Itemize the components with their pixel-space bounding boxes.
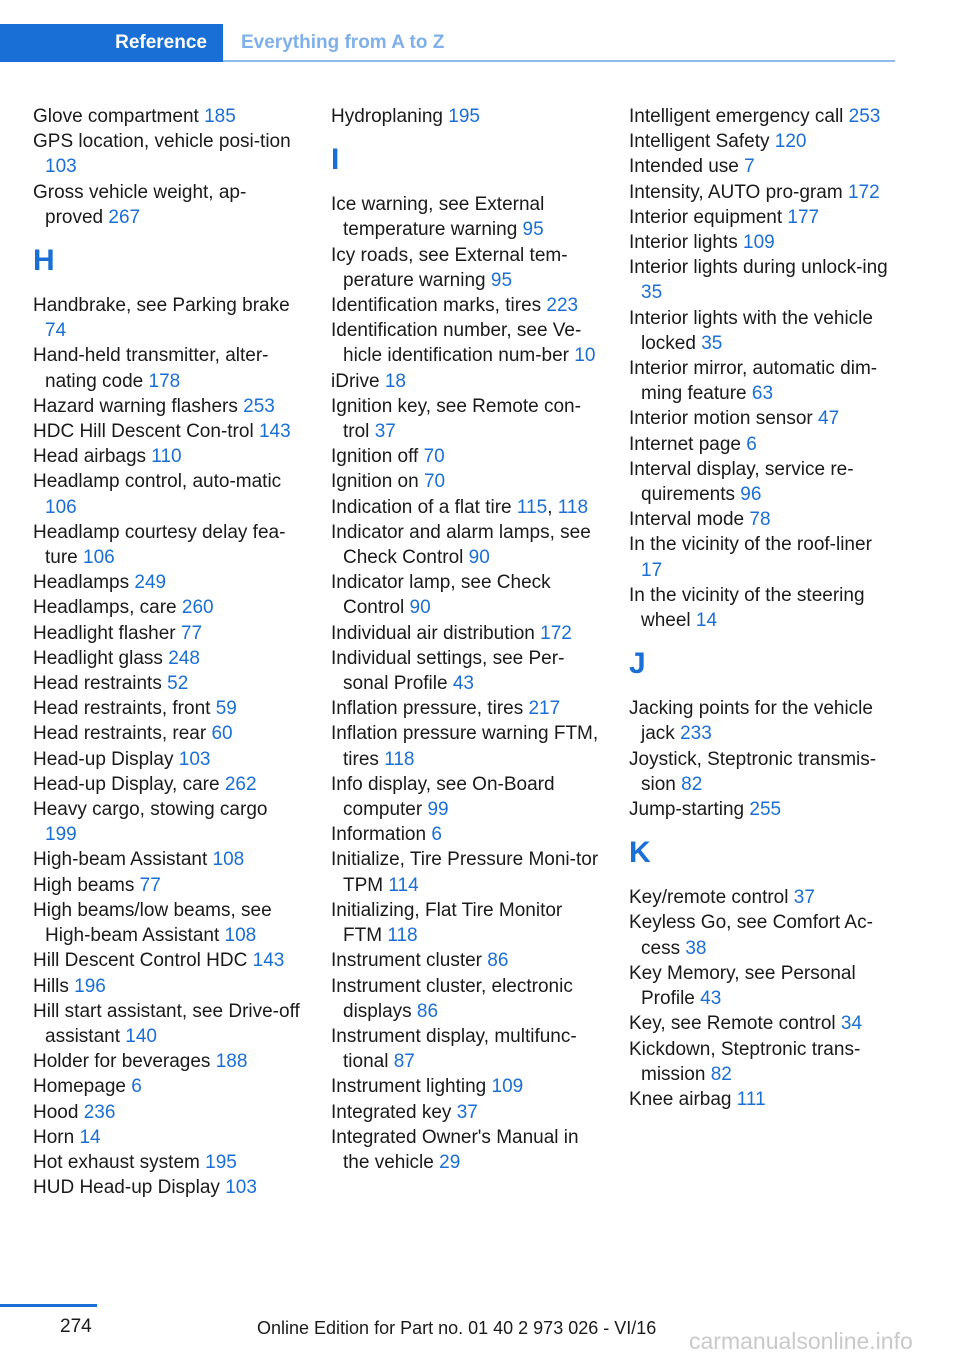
index-entry	[33, 898, 301, 948]
index-entry	[629, 532, 897, 582]
index-entry	[33, 343, 301, 393]
index-entry	[331, 696, 599, 721]
entry-term: Key, see Remote control	[629, 1013, 841, 1035]
page-link[interactable]: 43	[452, 673, 474, 695]
index-entry	[33, 999, 301, 1049]
index-entry	[331, 1024, 599, 1074]
page-link[interactable]: 143	[252, 950, 285, 972]
page-link[interactable]: 106	[45, 496, 77, 518]
entry-term: Hazard warning flashers	[33, 395, 244, 417]
page-link[interactable]: 260	[181, 597, 214, 619]
entry-term: High beams	[33, 874, 140, 896]
entry-term: Info display, see On-Board computer	[331, 773, 555, 821]
entry-term: Instrument cluster, electronic displays	[331, 975, 573, 1022]
entry-term: Intelligent emergency call	[629, 106, 849, 127]
page-link[interactable]: 47	[818, 408, 840, 430]
index-entry	[629, 910, 897, 960]
entry-term: Heavy cargo, stowing cargo	[33, 799, 268, 821]
index-entry	[629, 457, 897, 507]
entry-term: Instrument lighting	[331, 1076, 492, 1098]
page-link[interactable]: 185	[204, 106, 236, 127]
index-entry	[331, 192, 599, 242]
entry-term: High beams/low beams, see High-beam Assistant	[33, 899, 272, 947]
index-entry	[629, 1011, 897, 1036]
index-entry	[33, 772, 301, 797]
page-link[interactable]: 111	[736, 1088, 766, 1110]
entry-term: Homepage	[33, 1076, 132, 1098]
entry-term: Head restraints, rear	[33, 723, 212, 745]
entry-term: Headlamps	[33, 572, 135, 594]
index-entry	[331, 1125, 599, 1175]
page-link[interactable]: 196	[74, 975, 106, 997]
index-entry	[629, 205, 897, 230]
entry-term: Interior lights with the vehicle locked	[629, 307, 873, 354]
index-entry	[33, 1074, 301, 1099]
index-entry	[33, 974, 301, 999]
entry-term: HDC Hill Descent Con-trol	[33, 421, 259, 443]
page-link[interactable]: 199	[45, 824, 77, 846]
entry-term: Headlight glass	[33, 647, 169, 669]
entry-term: Initialize, Tire Pressure Moni-tor TPM	[331, 849, 599, 896]
page-link[interactable]: 236	[83, 1101, 116, 1123]
page-link[interactable]: 63	[751, 383, 774, 405]
page-link[interactable]: 262	[224, 773, 257, 795]
page-link[interactable]: 35	[701, 332, 723, 354]
entry-term: Jacking points for the vehicle jack	[629, 698, 873, 745]
page-number: 274	[60, 1316, 92, 1337]
page-link[interactable]: 253	[848, 106, 881, 127]
index-entry	[331, 104, 599, 129]
entry-term: Indicator lamp, see Check Control	[331, 572, 551, 619]
index-entry	[629, 129, 897, 154]
page-link[interactable]: 248	[168, 647, 200, 669]
index-entry	[629, 230, 897, 255]
page-link[interactable]: 233	[680, 723, 712, 745]
page-link[interactable]: 43	[700, 988, 722, 1010]
index-entry	[33, 595, 301, 620]
entry-term: Hydroplaning	[331, 106, 449, 127]
page-link[interactable]: 74	[45, 320, 67, 342]
index-entry	[331, 847, 599, 897]
entry-term: Interval mode	[629, 509, 750, 531]
entry-term: Intensity, AUTO pro-gram	[629, 181, 848, 203]
page-link[interactable]: 267	[108, 206, 141, 228]
page-link[interactable]: 78	[749, 509, 771, 531]
entry-term: Internet page	[629, 433, 747, 455]
index-entry	[331, 469, 599, 494]
page-link[interactable]: 249	[134, 572, 167, 594]
index-entry	[331, 948, 599, 973]
page-link[interactable]: 77	[180, 622, 203, 644]
index-entry	[33, 419, 301, 444]
entry-term: Head restraints	[33, 673, 168, 695]
entry-term: Initializing, Flat Tire Monitor FTM	[331, 899, 563, 947]
page-link[interactable]: 87	[393, 1051, 415, 1073]
index-entry	[629, 507, 897, 532]
page-link[interactable]: 86	[487, 950, 509, 972]
page-link[interactable]: 37	[793, 887, 815, 909]
page-link[interactable]: 109	[743, 232, 775, 254]
index-entry	[33, 469, 301, 519]
page-link[interactable]: 82	[681, 773, 703, 795]
page-link[interactable]: 59	[215, 698, 237, 720]
entry-term: Keyless Go, see Comfort Ac-cess	[629, 912, 873, 959]
entry-term: Knee airbag	[629, 1088, 737, 1110]
page-link[interactable]: 140	[125, 1025, 157, 1047]
entry-term: Individual settings, see Per-sonal Profile	[331, 647, 565, 695]
index-entry	[33, 129, 301, 179]
entry-term: Head airbags	[33, 446, 152, 468]
page-link[interactable]: 95	[522, 219, 544, 241]
index-entry	[629, 583, 897, 633]
index-entry	[33, 180, 301, 230]
page-link[interactable]: 7	[744, 156, 755, 178]
entry-term: Gross vehicle weight, ap-proved	[33, 181, 247, 228]
entry-term: Intended use	[629, 156, 745, 178]
page-link[interactable]: 96	[740, 484, 762, 506]
page-link[interactable]: 90	[409, 597, 431, 619]
page-link[interactable]: 178	[148, 370, 181, 392]
page-link[interactable]: 14	[695, 610, 718, 632]
page-link[interactable]: 255	[749, 799, 782, 821]
entry-term: Headlamp courtesy delay fea-ture	[33, 521, 286, 569]
index-entry	[33, 721, 301, 746]
index-entry	[33, 621, 301, 646]
entry-term: Head restraints, front	[33, 698, 216, 720]
entry-term: Interior lights	[629, 232, 744, 254]
entry-term: GPS location, vehicle posi-tion	[33, 131, 291, 153]
page-link[interactable]: 99	[427, 799, 449, 821]
index-entry	[331, 318, 599, 368]
index-entry	[33, 873, 301, 898]
entry-term: Icy roads, see External tem-perature warning	[331, 244, 568, 291]
page-link[interactable]: 188	[215, 1051, 248, 1073]
index-entry	[331, 444, 599, 469]
index-column-1	[33, 104, 301, 1200]
index-entry	[331, 1074, 599, 1099]
page-link[interactable]: 172	[540, 622, 572, 644]
entry-term: Head-up Display, care	[33, 773, 225, 795]
index-entry	[33, 671, 301, 696]
index-entry	[629, 306, 897, 356]
index-entry	[33, 696, 301, 721]
page-link[interactable]: 29	[439, 1151, 461, 1173]
index-entry	[629, 885, 897, 910]
page-link[interactable]: 86	[416, 1000, 439, 1022]
page-header	[0, 24, 895, 62]
page-link[interactable]: 52	[167, 673, 189, 695]
index-entry	[629, 356, 897, 406]
page-link[interactable]: 110	[151, 446, 182, 468]
page-link[interactable]: 82	[710, 1063, 732, 1085]
page-link[interactable]: 118	[384, 748, 415, 770]
entry-term: Ignition key, see Remote con-trol	[331, 395, 581, 443]
entry-term: Hill start assistant, see Drive-off assistant	[33, 1000, 300, 1047]
entry-term: Inflation pressure, tires	[331, 698, 529, 720]
index-entry	[331, 772, 599, 822]
page-link[interactable]: 90	[468, 547, 490, 569]
index-entry	[331, 243, 599, 293]
entry-term: Horn	[33, 1126, 80, 1148]
page-link[interactable]: 114	[388, 874, 419, 896]
index-entry	[33, 747, 301, 772]
index-entry	[33, 520, 301, 570]
index-column-3	[629, 104, 897, 1112]
index-letter-heading: J	[629, 647, 646, 681]
index-entry	[331, 293, 599, 318]
entry-term: Interval display, service re-quirements	[629, 458, 854, 506]
index-entry	[331, 394, 599, 444]
page-link[interactable]: 34	[840, 1013, 863, 1035]
index-letter-heading: H	[33, 244, 55, 278]
page-link[interactable]: 6	[746, 433, 757, 455]
index-entry	[629, 961, 897, 1011]
page-link[interactable]: 118	[557, 496, 589, 518]
index-entry	[331, 520, 599, 570]
entry-term: Integrated key	[331, 1101, 457, 1123]
index-entry	[629, 255, 897, 305]
page-link[interactable]: 77	[139, 874, 161, 896]
index-column-2	[331, 104, 599, 1175]
entry-term: Ignition off	[331, 446, 424, 468]
entry-term: Identification marks, tires	[331, 295, 547, 317]
page-link[interactable]: 106	[83, 547, 115, 569]
page-link[interactable]: 177	[787, 206, 820, 228]
entry-term: In the vicinity of the roof-liner	[629, 534, 872, 556]
index-entry	[629, 432, 897, 457]
index-entry	[331, 974, 599, 1024]
page-link[interactable]: 6	[431, 824, 442, 846]
page-link[interactable]: 195	[205, 1151, 237, 1173]
index-entry	[331, 570, 599, 620]
index-entry	[33, 797, 301, 847]
page-link[interactable]: 70	[423, 471, 446, 493]
entry-term: Headlight flasher	[33, 622, 181, 644]
index-entry	[33, 293, 301, 343]
entry-term: Hood	[33, 1101, 84, 1123]
entry-term: Joystick, Steptronic transmis-sion	[629, 748, 877, 795]
page-link[interactable]: 60	[211, 723, 233, 745]
page-link[interactable]: 223	[546, 295, 579, 317]
entry-term: Hot exhaust system	[33, 1151, 206, 1173]
index-entry	[629, 747, 897, 797]
index-entry	[33, 646, 301, 671]
entry-term: Instrument cluster	[331, 950, 488, 972]
entry-term: Interior motion sensor	[629, 408, 819, 430]
page-link[interactable]: 95	[490, 269, 513, 291]
entry-term: Hill Descent Control HDC	[33, 950, 253, 972]
index-entry: Indication of a flat tire 115, 118	[331, 496, 589, 518]
entry-term: Interior equipment	[629, 206, 788, 228]
index-entry	[33, 847, 301, 872]
index-entry	[33, 1125, 301, 1150]
index-entry	[33, 1100, 301, 1125]
page-link[interactable]: 108	[224, 925, 257, 947]
entry-term: Jump-starting	[629, 799, 750, 821]
entry-term: Key/remote control	[629, 887, 794, 909]
page-link[interactable]: 10	[574, 345, 596, 367]
entry-term: In the vicinity of the steering wheel	[629, 584, 865, 632]
index-entry	[33, 1150, 301, 1175]
header-rule	[223, 60, 895, 62]
subsection-title: Everything from A to Z	[241, 32, 445, 53]
index-entry	[33, 444, 301, 469]
index-entry	[331, 1100, 599, 1125]
entry-term: Hand-held transmitter, alter-nating code	[33, 345, 269, 392]
index-letter-heading: I	[331, 143, 340, 177]
index-entry	[331, 822, 599, 847]
entry-term: Hills	[33, 975, 75, 997]
index-letter-heading: K	[629, 836, 651, 870]
edition-note: Online Edition for Part no. 01 40 2 973 026 - VI/16	[257, 1318, 657, 1338]
page-link[interactable]: 253	[243, 395, 275, 417]
index-entry	[629, 1037, 897, 1087]
index-entry	[331, 621, 599, 646]
index-entry	[33, 1049, 301, 1074]
page-link[interactable]: 103	[45, 156, 77, 178]
index-entry	[331, 646, 599, 696]
index-entry	[629, 797, 897, 822]
page-link[interactable]: 108	[212, 849, 245, 871]
page-link[interactable]: 17	[641, 559, 663, 581]
entry-term: HUD Head-up Display	[33, 1177, 226, 1199]
page-link[interactable]: 6	[131, 1076, 142, 1098]
entry-term: Ice warning, see External temperature warning	[331, 194, 545, 241]
page-link[interactable]: 118	[387, 925, 418, 947]
page-link[interactable]: 195	[448, 106, 480, 127]
index-entry	[629, 406, 897, 431]
entry-term: Holder for beverages	[33, 1051, 216, 1073]
entry-term: High-beam Assistant	[33, 849, 213, 871]
index-entry	[33, 570, 301, 595]
entry-term: iDrive	[331, 370, 385, 392]
entry-term: Intelligent Safety	[629, 131, 775, 153]
entry-term: Headlamp control, auto-matic	[33, 471, 282, 493]
page-link[interactable]: 103	[178, 748, 211, 770]
page-link[interactable]: 35	[641, 282, 663, 304]
page-link[interactable]: 120	[774, 131, 807, 153]
entry-term: Handbrake, see Parking brake	[33, 295, 290, 317]
footer-rule	[0, 1304, 97, 1307]
index-entry	[33, 394, 301, 419]
entry-term: Identification number, see Ve-hicle identification num-ber	[331, 320, 582, 367]
entry-term: Interior lights during unlock-ing	[629, 257, 888, 279]
entry-term: Indicator and alarm lamps, see Check Control	[331, 521, 591, 569]
page-link[interactable]: 70	[423, 446, 445, 468]
entry-term: Kickdown, Steptronic trans-mission	[629, 1038, 861, 1085]
page-link[interactable]: 37	[374, 421, 396, 443]
section-tab: Reference	[0, 24, 223, 62]
entry-term: Integrated Owner's Manual in the vehicle	[331, 1126, 579, 1173]
entry-term: Interior mirror, automatic dim-ming feature	[629, 358, 878, 405]
entry-term: Head-up Display	[33, 748, 179, 770]
entry-term: Ignition on	[331, 471, 424, 493]
index-entry	[629, 180, 897, 205]
index-entry	[33, 1175, 301, 1200]
entry-term: Headlamps, care	[33, 597, 182, 619]
page-link[interactable]: 103	[225, 1177, 257, 1199]
page-link[interactable]: 172	[847, 181, 880, 203]
entry-term: Glove compartment	[33, 106, 205, 127]
index-entry	[629, 154, 897, 179]
page-link[interactable]: 109	[491, 1076, 524, 1098]
page-link[interactable]: 18	[384, 370, 406, 392]
page-link[interactable]: 217	[528, 698, 561, 720]
page-link[interactable]: 115	[516, 496, 548, 518]
index-entry	[629, 1087, 897, 1112]
index-entry	[331, 898, 599, 948]
index-entry	[331, 369, 599, 394]
page-link[interactable]: 38	[685, 937, 707, 959]
index-entry	[33, 948, 301, 973]
index-entry	[629, 104, 897, 129]
page-link[interactable]: 37	[456, 1101, 478, 1123]
index-entry	[629, 696, 897, 746]
entry-term: Individual air distribution	[331, 622, 541, 644]
index-entry	[331, 721, 599, 771]
entry-term: Instrument display, multifunc-tional	[331, 1025, 577, 1073]
entry-term: Indication of a flat tire	[331, 496, 517, 518]
index-entry	[33, 104, 301, 129]
entry-term: Key Memory, see Personal Profile	[629, 962, 856, 1010]
watermark: carmanualsonline.info	[689, 1328, 913, 1354]
entry-term: Inflation pressure warning FTM, tires	[331, 723, 599, 770]
page-link[interactable]: 143	[258, 421, 291, 443]
entry-term: Information	[331, 824, 432, 846]
page-link[interactable]: 14	[79, 1126, 101, 1148]
